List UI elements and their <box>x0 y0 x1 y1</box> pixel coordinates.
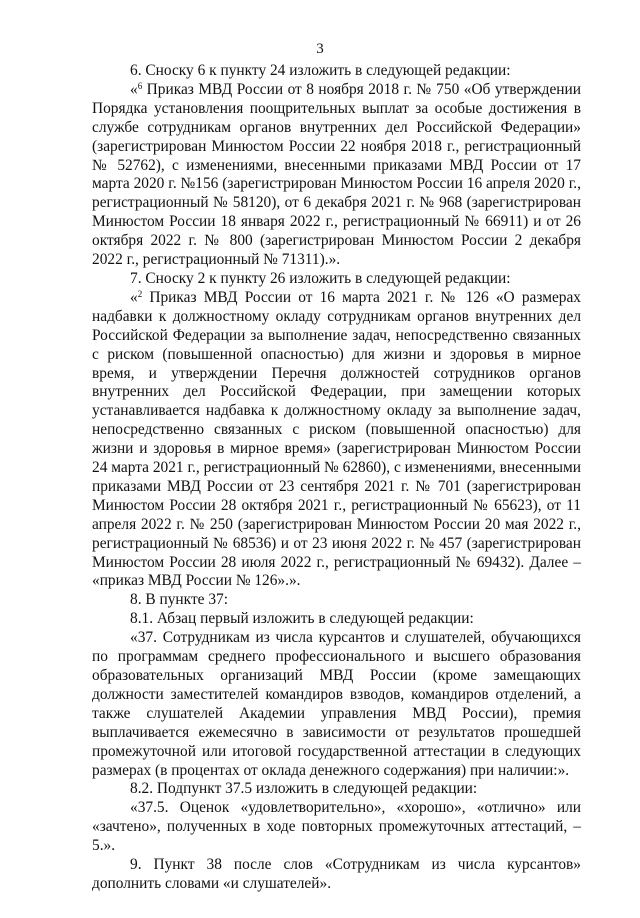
quote-open: « <box>130 80 138 98</box>
paragraph-point-37 <box>92 629 581 780</box>
paragraph-text: 6. Сноску 6 к пункту 24 изложить в следующей редакции: <box>130 62 511 79</box>
paragraph-text: 7. Сноску 2 к пункту 26 изложить в следующей редакции: <box>130 269 511 287</box>
paragraph-item-8-2 <box>92 780 581 799</box>
paragraph-footnote-6 <box>92 81 581 270</box>
paragraph-item-8 <box>92 591 581 610</box>
paragraph-text: «37. Сотрудникам из числа курсантов и слушателей, обучающихся по программам среднего профессионального и высшего образования образовательных организаций МВД России (кроме замещающих должности заместителей командиров взводов, командиров отделений, а также слушателей Академии управления МВД России), премия выплачивается ежемесячно в зависимости от результатов прошедшей промежуточной или итоговой государственной аттестации в следующих размерах (в процентах от оклада денежного содержания) при наличии:». <box>92 629 581 779</box>
paragraph-item-7-heading <box>92 270 581 289</box>
paragraph-text: 9. Пункт 38 после слов «Сотрудникам из числа курсантов» дополнить словами «и слушателей». <box>92 856 581 892</box>
paragraph-text: Приказ МВД России от 16 марта 2021 г. № 126 «О размерах надбавки к должностному окладу сотрудникам органов внутренних дел Российской Федерации за выполнение задач, непосредственно связанных с риском (повышенной опасностью) для жизни и здоровья в мирное время, и утверждении Перечня должностей сотрудников органов внутренних дел Российской Федерации, при замещении которых устанавливается надбавка к должностному окладу за выполнение задач, непосредственно связанных с риском (повышенной опасностью) для жизни и здоровья в мирное время» (зарегистрирован Минюстом России 24 марта 2021 г., регистрационный № 62860), с изменениями, внесенными приказами МВД России от 23 сентября 2021 г. № 701 (зарегистрирован Минюстом России 28 октября 2021 г., регистрационный № 65623), от 11 апреля 2022 г. № 250 (зарегистрирован Минюстом России 20 мая 2022 г., регистрационный № 68536) и от 23 июня 2022 г. № 457 (зарегистрирован Минюстом России 28 июля 2022 г., регистрационный № 69432). Далее – «приказ МВД России № 126».». <box>92 288 581 590</box>
paragraph-item-6-heading <box>92 62 581 81</box>
paragraph-item-8-1 <box>92 610 581 629</box>
paragraph-text: 8.2. Подпункт 37.5 изложить в следующей редакции: <box>130 780 478 798</box>
paragraph-text: 8. В пункте 37: <box>130 591 229 609</box>
paragraph-text: «37.5. Оценок «удовлетворительно», «хорошо», «отлично» или «зачтено», полученных в ходе повторных промежуточных аттестаций, – 5.». <box>92 799 581 855</box>
footnote-marker: 6 <box>137 80 143 91</box>
quote-open: « <box>130 288 138 306</box>
paragraph-text: Приказ МВД России от 8 ноября 2018 г. № 750 «Об утверждении Порядка установления поощрительных выплат за особые достижения в службе сотрудникам органов внутренних дел Российской Федерации» (зарегистрирован Минюстом России 22 ноября 2018 г., регистрационный № 52762), с изменениями, внесенными приказами МВД России от 17 марта 2020 г. №156 (зарегистрирован Минюстом России 16 апреля 2020 г., регистрационный № 58120), от 6 декабря 2021 г. № 968 (зарегистрирован Минюстом России 18 января 2022 г., регистрационный № 66911) и от 26 октября 2022 г. № 800 (зарегистрирован Минюстом России 2 декабря 2022 г., регистрационный № 71311).». <box>92 80 581 269</box>
footnote-marker: 2 <box>137 288 143 299</box>
paragraph-item-9 <box>92 856 581 894</box>
page-number: 3 <box>316 41 324 57</box>
paragraph-text: 8.1. Абзац первый изложить в следующей редакции: <box>130 610 474 628</box>
paragraph-point-37-5 <box>92 799 581 856</box>
document-body <box>92 62 581 894</box>
paragraph-footnote-2 <box>92 289 581 592</box>
